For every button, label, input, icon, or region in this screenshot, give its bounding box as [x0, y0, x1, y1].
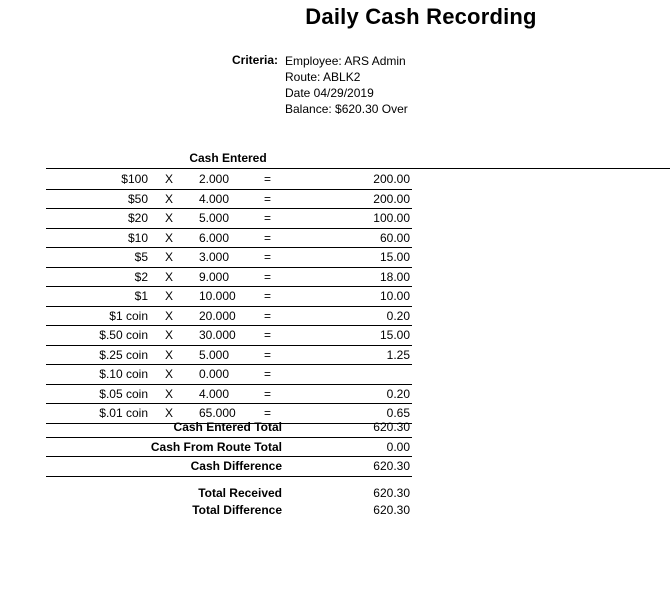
denomination: $.05 coin [99, 386, 148, 401]
criteria-route: Route: ABLK2 [285, 70, 361, 84]
multiply-sign: X [165, 347, 174, 362]
summary-row-total-received [46, 484, 412, 501]
criteria-balance: Balance: $620.30 Over [285, 102, 408, 116]
table-row [46, 229, 412, 249]
amount: 100.00 [373, 211, 410, 225]
table-row [46, 385, 412, 405]
multiply-sign: X [165, 328, 174, 342]
equals-sign: = [264, 230, 272, 245]
quantity: 65.000 [199, 406, 236, 420]
criteria-employee: Employee: ARS Admin [285, 54, 406, 68]
amount: 0.20 [386, 308, 410, 323]
multiply-sign: X [165, 269, 174, 284]
amount: 10.00 [379, 289, 410, 303]
equals-sign: = [264, 367, 272, 381]
multiply-sign: X [165, 406, 174, 420]
amount: 15.00 [379, 250, 410, 264]
multiply-sign: X [165, 250, 174, 264]
equals-sign: = [264, 328, 272, 342]
quantity: 5.000 [199, 347, 230, 362]
denomination: $1 [134, 289, 148, 303]
equals-sign: = [264, 191, 272, 206]
table-row [46, 209, 412, 229]
summary-label: Total Difference [192, 503, 282, 517]
total-label: Cash Entered Total [173, 420, 282, 434]
multiply-sign: X [165, 386, 174, 401]
quantity: 30.000 [199, 328, 236, 342]
total-value: 620.30 [373, 459, 410, 473]
equals-sign: = [264, 386, 272, 401]
table-row [46, 287, 412, 307]
total-row-cash-from-route [46, 438, 412, 458]
total-value: 620.30 [373, 420, 410, 434]
amount: 0.65 [386, 406, 410, 420]
amount: 200.00 [373, 172, 410, 186]
criteria-label: Criteria: [231, 53, 278, 67]
denomination: $.50 coin [99, 328, 148, 342]
equals-sign: = [264, 250, 272, 264]
denomination: $2 [134, 269, 148, 284]
equals-sign: = [264, 308, 272, 323]
total-row-cash-entered [46, 418, 412, 438]
equals-sign: = [264, 289, 272, 303]
criteria-list [285, 53, 408, 117]
denomination: $5 [134, 250, 148, 264]
quantity: 6.000 [199, 230, 230, 245]
amount: 18.00 [379, 269, 410, 284]
amount: 60.00 [379, 230, 410, 245]
denomination: $.10 coin [99, 367, 148, 381]
summary-value: 620.30 [373, 486, 410, 500]
multiply-sign: X [165, 211, 174, 225]
quantity: 3.000 [199, 250, 230, 264]
quantity: 0.000 [199, 367, 230, 381]
multiply-sign: X [165, 367, 174, 381]
equals-sign: = [264, 347, 272, 362]
equals-sign: = [264, 211, 272, 225]
summary-value: 620.30 [373, 503, 410, 517]
table-row [46, 268, 412, 288]
amount: 1.25 [386, 347, 410, 362]
header-divider [46, 168, 670, 169]
amount: 200.00 [373, 191, 410, 206]
equals-sign: = [264, 172, 272, 186]
table-row [46, 326, 412, 346]
denomination: $.01 coin [99, 406, 148, 420]
equals-sign: = [264, 406, 272, 420]
total-value: 0.00 [386, 439, 410, 454]
quantity: 5.000 [199, 211, 230, 225]
totals-block [46, 418, 412, 477]
quantity: 20.000 [199, 308, 236, 323]
equals-sign: = [264, 269, 272, 284]
quantity: 10.000 [199, 289, 236, 303]
criteria-date: Date 04/29/2019 [285, 86, 374, 100]
summary-label: Total Received [198, 486, 282, 500]
cash-entered-table [46, 170, 412, 424]
quantity: 4.000 [199, 386, 230, 401]
multiply-sign: X [165, 191, 174, 206]
denomination: $100 [121, 172, 148, 186]
amount: 15.00 [379, 328, 410, 342]
total-label: Cash From Route Total [150, 439, 282, 454]
total-label: Cash Difference [190, 459, 282, 473]
summary-block [46, 484, 412, 518]
table-row [46, 346, 412, 366]
quantity: 2.000 [199, 172, 230, 186]
denomination: $10 [127, 230, 148, 245]
denomination: $50 [127, 191, 148, 206]
table-row [46, 170, 412, 190]
table-row [46, 365, 412, 385]
table-row [46, 190, 412, 210]
multiply-sign: X [165, 308, 174, 323]
table-row [46, 307, 412, 327]
quantity: 4.000 [199, 191, 230, 206]
summary-row-total-difference [46, 501, 412, 518]
multiply-sign: X [165, 289, 174, 303]
multiply-sign: X [165, 172, 174, 186]
total-row-cash-difference [46, 457, 412, 477]
report-title: Daily Cash Recording [305, 4, 537, 29]
denomination: $1 coin [109, 308, 148, 323]
section-header-cash-entered: Cash Entered [189, 151, 267, 165]
denomination: $.25 coin [99, 347, 148, 362]
quantity: 9.000 [199, 269, 230, 284]
table-row [46, 248, 412, 268]
amount: 0.20 [386, 386, 410, 401]
multiply-sign: X [165, 230, 174, 245]
denomination: $20 [127, 211, 148, 225]
